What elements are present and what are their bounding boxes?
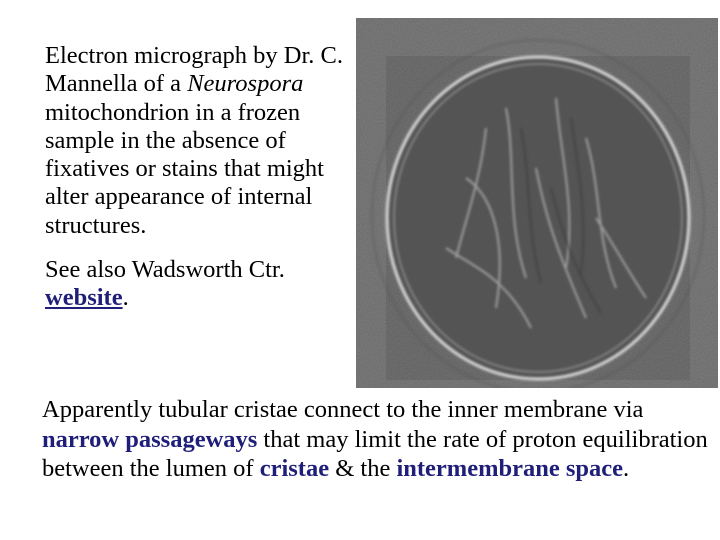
explanation-part-4: . — [623, 455, 630, 482]
organism-name: Neurospora — [187, 70, 304, 98]
caption-text-prefix: Electron micrograph by Dr. C. Mannella of a — [45, 42, 344, 98]
see-also-text: See also Wadsworth Ctr. — [45, 256, 285, 284]
electron-micrograph-image — [356, 18, 718, 388]
micrograph-caption — [45, 42, 357, 313]
website-link[interactable]: website — [45, 284, 123, 312]
see-also-period: . — [122, 284, 129, 312]
explanation-part-2: that may limit the rate of proton equilibration between the lumen of — [42, 425, 708, 482]
term-intermembrane-space: intermembrane space — [396, 455, 624, 482]
caption-description — [45, 42, 357, 240]
explanation-part-1: Apparently tubular cristae connect to the inner membrane via — [42, 396, 644, 423]
caption-text-suffix: mitochondrion in a frozen sample in the absence of fixatives or stains that might alter appearance of internal structures. — [45, 98, 324, 239]
explanation-part-3: & the — [329, 455, 397, 482]
term-narrow-passageways: narrow passageways — [42, 425, 258, 453]
term-cristae: cristae — [259, 455, 330, 482]
mitochondrion-micrograph-icon — [356, 18, 718, 388]
see-also-line — [45, 256, 357, 313]
explanation-text — [42, 395, 714, 484]
explanation-paragraph — [42, 395, 714, 484]
